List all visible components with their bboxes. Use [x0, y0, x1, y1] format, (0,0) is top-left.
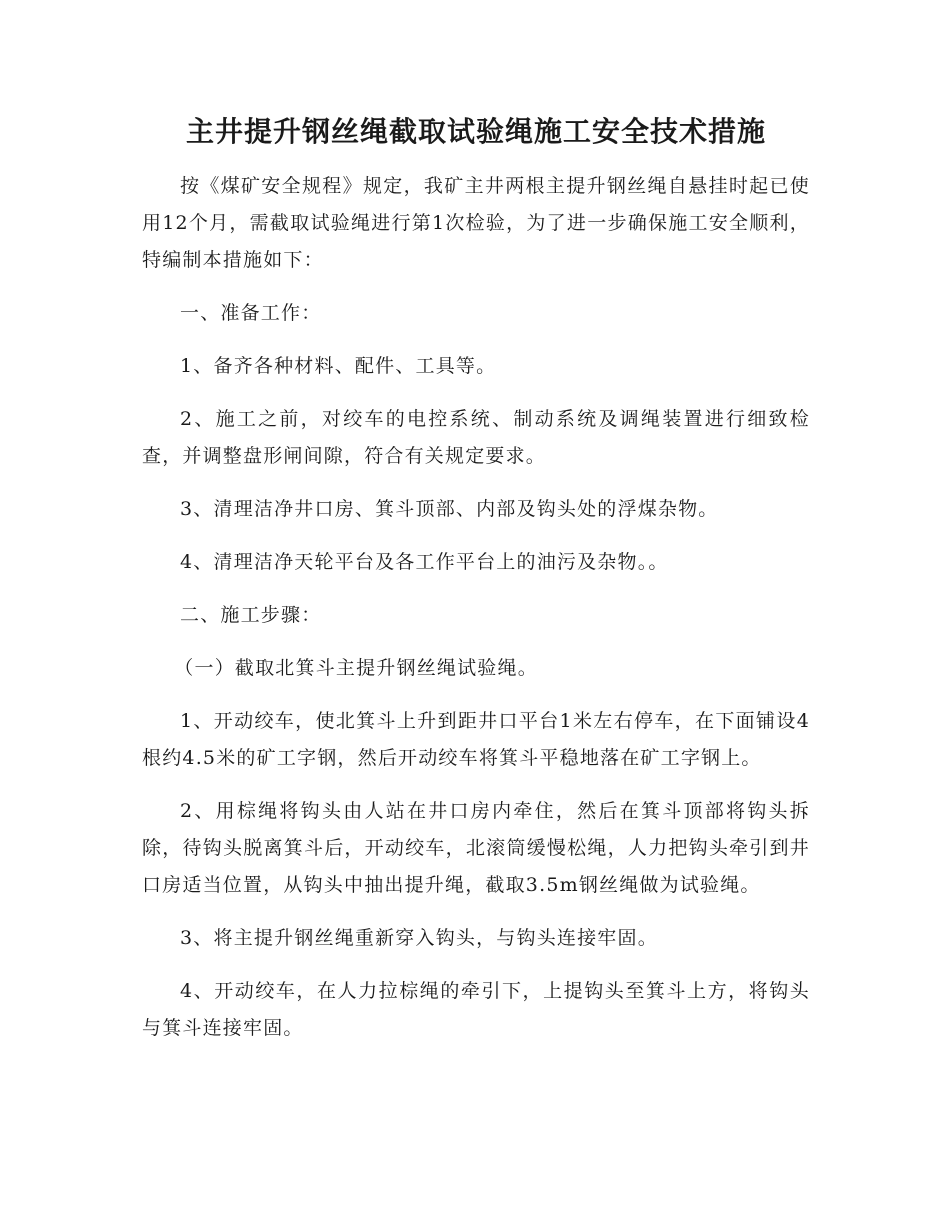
section1-item-1: 1、备齐各种材料、配件、工具等。 — [180, 355, 497, 377]
section1-item-2: 2、施工之前，对绞车的电控系统、制动系统及调绳装置进行细致检查，并调整盘形闸间隙，符合有关规定要求。 — [142, 408, 810, 467]
document-page — [142, 110, 810, 1047]
section2-item-4: 4、开动绞车，在人力拉棕绳的牵引下，上提钩头至箕斗上方，将钩头与箕斗连接牢固。 — [142, 980, 810, 1039]
section2-item-3: 3、将主提升钢丝绳重新穿入钩头，与钩头连接牢固。 — [180, 927, 658, 949]
section2-item-1: 1、开动绞车，使北箕斗上升到距井口平台1米左右停车，在下面铺设4根约4.5米的矿工字钢，然后开动绞车将箕斗平稳地落在矿工字钢上。 — [142, 710, 810, 769]
section2-subheading: （一）截取北箕斗主提升钢丝绳试验绳。 — [174, 657, 538, 679]
section1-item-3: 3、清理洁净井口房、箕斗顶部、内部及钩头处的浮煤杂物。 — [180, 498, 719, 520]
section1-heading: 一、准备工作： — [180, 302, 322, 324]
document-title: 主井提升钢丝绳截取试验绳施工安全技术措施 — [185, 115, 766, 148]
intro-paragraph: 按《煤矿安全规程》规定，我矿主井两根主提升钢丝绳自悬挂时起已使用12个月，需截取试验绳进行第1次检验，为了进一步确保施工安全顺利，特编制本措施如下： — [142, 175, 810, 271]
section2-item-2: 2、用棕绳将钩头由人站在井口房内牵住，然后在箕斗顶部将钩头拆除，待钩头脱离箕斗后，开动绞车，北滚筒缓慢松绳，人力把钩头牵引到井口房适当位置，从钩头中抽出提升绳，截取3.5m钢丝绳做为试验绳。 — [142, 800, 810, 896]
section1-item-4: 4、清理洁净天轮平台及各工作平台上的油污及杂物。。 — [180, 551, 669, 573]
section2-heading: 二、施工步骤： — [180, 604, 322, 626]
